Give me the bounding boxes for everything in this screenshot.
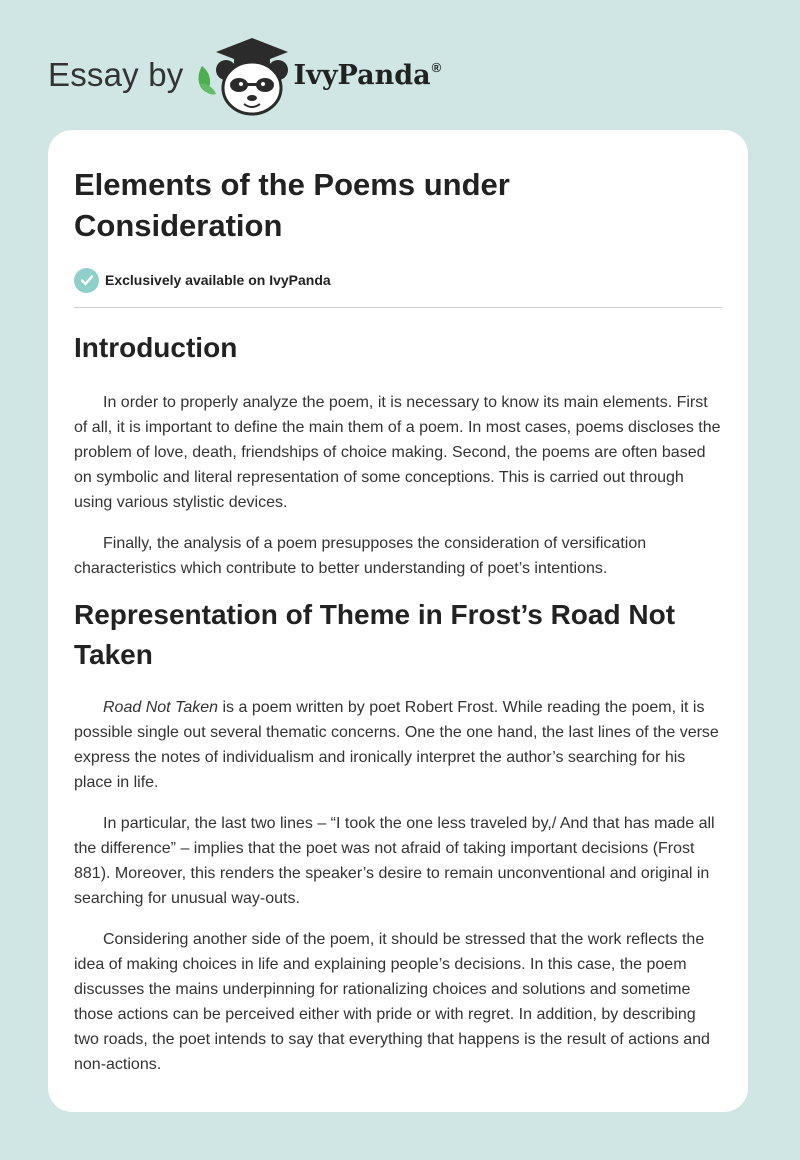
exclusive-badge-label: Exclusively available on IvyPanda: [105, 272, 331, 288]
exclusive-badge: [74, 266, 722, 294]
check-circle-icon: [74, 268, 99, 293]
paragraph: In order to properly analyze the poem, it is necessary to know its main elements. First of all, it is important to define the main them of a poem. In most cases, poems discloses the problem of love, death, friendships of choice making. Second, the poems are often based on symbolic and literal representation of some conceptions. This is carried out through using various stylistic devices.: [74, 394, 721, 511]
paragraph: In particular, the last two lines – “I took the one less traveled by,/ And that has made all the difference” – implies that the poet was not afraid of taking important decisions (Frost 881). Moreover, this renders the speaker’s desire to remain unconventional and original in searching for unusual way-outs.: [74, 815, 715, 907]
ivypanda-logo-icon[interactable]: [194, 30, 290, 120]
paragraph: Finally, the analysis of a poem presupposes the consideration of versification characteristics which contribute to better understanding of poet’s intentions.: [74, 535, 647, 577]
poem-title-italic: Road Not Taken: [103, 699, 219, 716]
brand-name: IvyPanda®: [293, 59, 442, 91]
registered-mark: ®: [431, 59, 442, 75]
paragraph: Road Not Taken is a poem written by poet Robert Frost. While reading the poem, it is possible single out several thematic concerns. One the one hand, the last lines of the verse express the notes of individualism and ironically interpret the author’s searching for his place in life.: [74, 699, 719, 791]
section-heading-introduction: Introduction: [74, 332, 238, 363]
section-heading-representation: Representation of Theme in Frost’s Road Not Taken: [74, 599, 676, 670]
essay-by-label: Essay by: [48, 56, 184, 93]
title-divider: [74, 307, 722, 308]
page-title: Elements of the Poems under Consideration: [74, 167, 510, 243]
brand-header: [48, 30, 748, 120]
essay-card: [48, 130, 748, 1112]
paragraph: Considering another side of the poem, it should be stressed that the work reflects the idea of making choices in life and explaining people’s decisions. In this case, the poem discusses the mains underpinning for rationalizing choices and solutions and sometime those actions can be perceived either with pride or with regret. In addition, by describing two roads, the poet intends to say that everything that happens is the result of actions and non-actions.: [74, 931, 710, 1073]
